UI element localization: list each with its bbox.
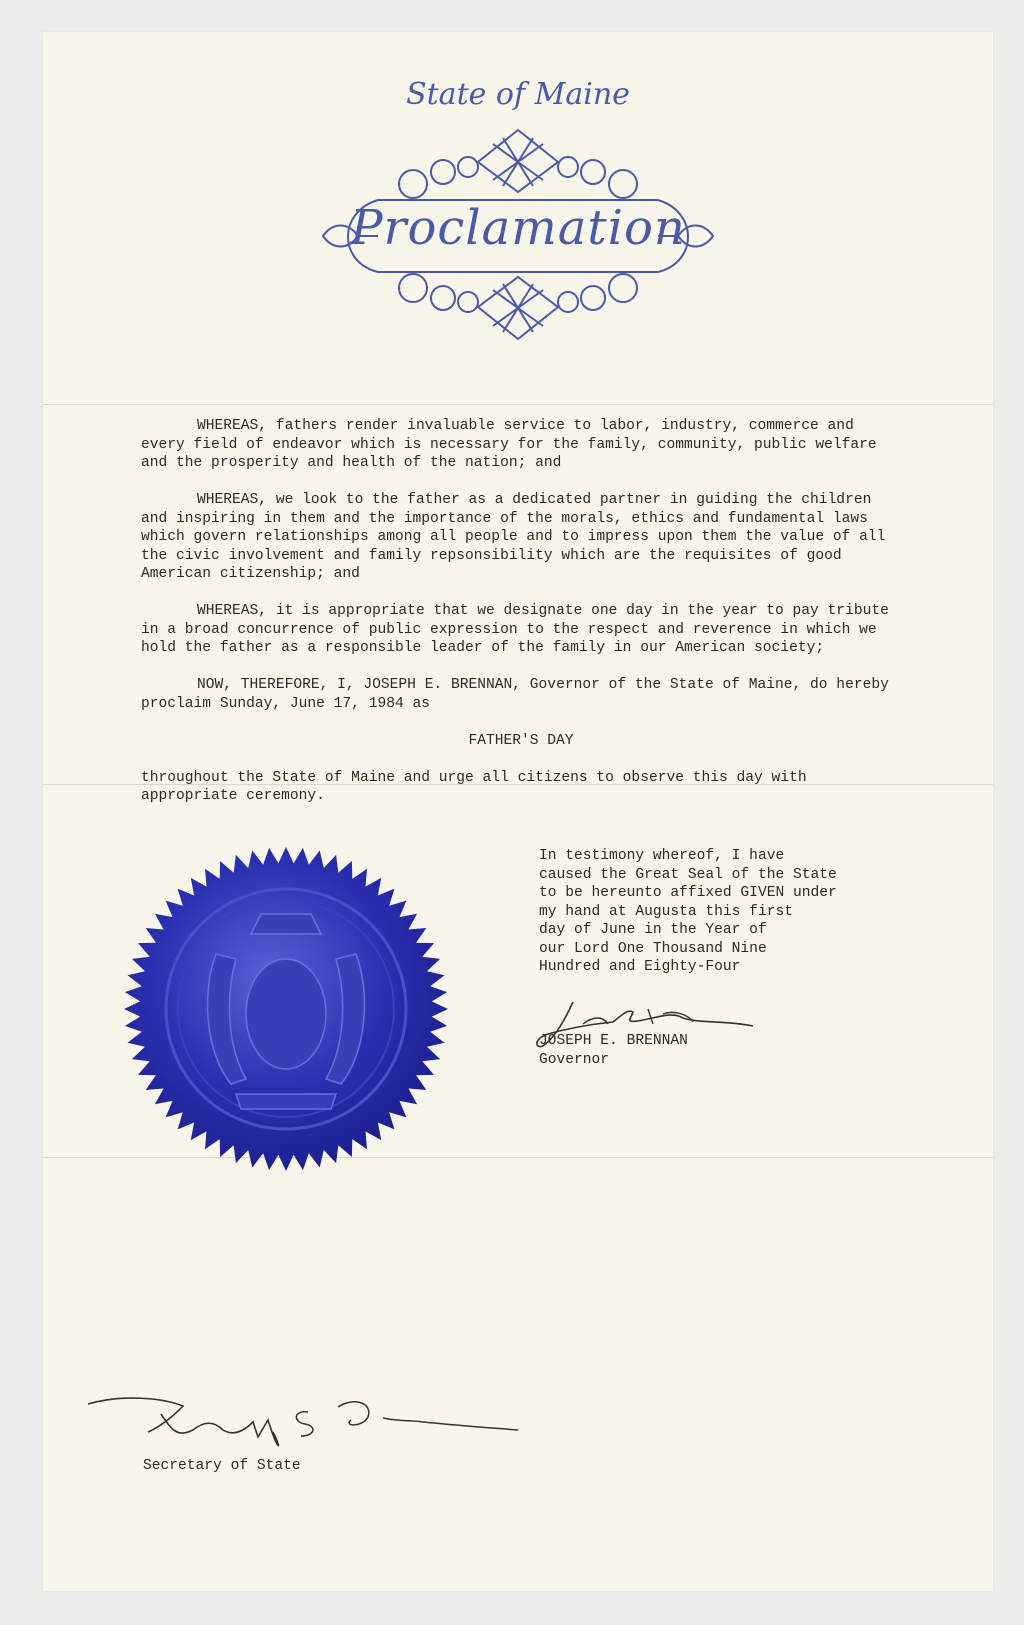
whereas-paragraph-3: WHEREAS, it is appropriate that we designate one day in the year to pay tribute in a broad concurrence of public expression to the respect and reverence in which we hold the father as a responsible leader of the family in our American society; [141, 603, 889, 656]
governor-title: Governor [539, 1051, 610, 1068]
day-name: FATHER'S DAY [468, 732, 574, 749]
fold-line [43, 404, 993, 405]
testimony-line: my hand at Augusta this first [539, 903, 793, 920]
signature-icon [83, 1392, 523, 1462]
testimony-block [539, 847, 869, 977]
testimony-line: our Lord One Thousand Nine [539, 940, 767, 957]
state-title: State of Maine [406, 77, 630, 112]
governor-block [539, 1032, 688, 1069]
testimony-line: day of June in the Year of [539, 922, 767, 938]
proclamation-ornament [318, 122, 718, 347]
governor-name: JOSEPH E. BRENNAN [539, 1033, 688, 1049]
whereas-paragraph-1: WHEREAS, fathers render invaluable service to labor, industry, commerce and every field of endeavor which is necessary for the family, community, public welfare and the prosperity and health of the nation; and [141, 418, 877, 471]
secretary-signature [83, 1392, 523, 1462]
testimony-line: caused the Great Seal of the State [539, 866, 837, 883]
proclamation-sheet [43, 32, 993, 1591]
seal-icon [121, 844, 451, 1174]
great-seal [121, 844, 451, 1174]
testimony-line: Hundred and Eighty-Four [539, 959, 741, 975]
testimony-line: to be hereunto affixed GIVEN under [539, 885, 837, 901]
secretary-title: Secretary of State [143, 1458, 301, 1474]
testimony-line: In testimony whereof, I have [539, 848, 785, 864]
proclamation-title: Proclamation [350, 200, 686, 256]
whereas-paragraph-2: WHEREAS, we look to the father as a dedicated partner in guiding the children and inspiring in them and the importance of the morals, ethics and fundamental laws which govern relationships among all people and to impress upon them the value of all the civic involvement and family repsonsibility which are the requisites of good American citizenship; and [141, 492, 886, 582]
proclamation-body [141, 417, 901, 824]
therefore-paragraph: NOW, THEREFORE, I, JOSEPH E. BRENNAN, Governor of the State of Maine, do hereby proclaim Sunday, June 17, 1984 as [141, 677, 889, 712]
closing-paragraph: throughout the State of Maine and urge all citizens to observe this day with appropriate ceremony. [141, 769, 807, 804]
